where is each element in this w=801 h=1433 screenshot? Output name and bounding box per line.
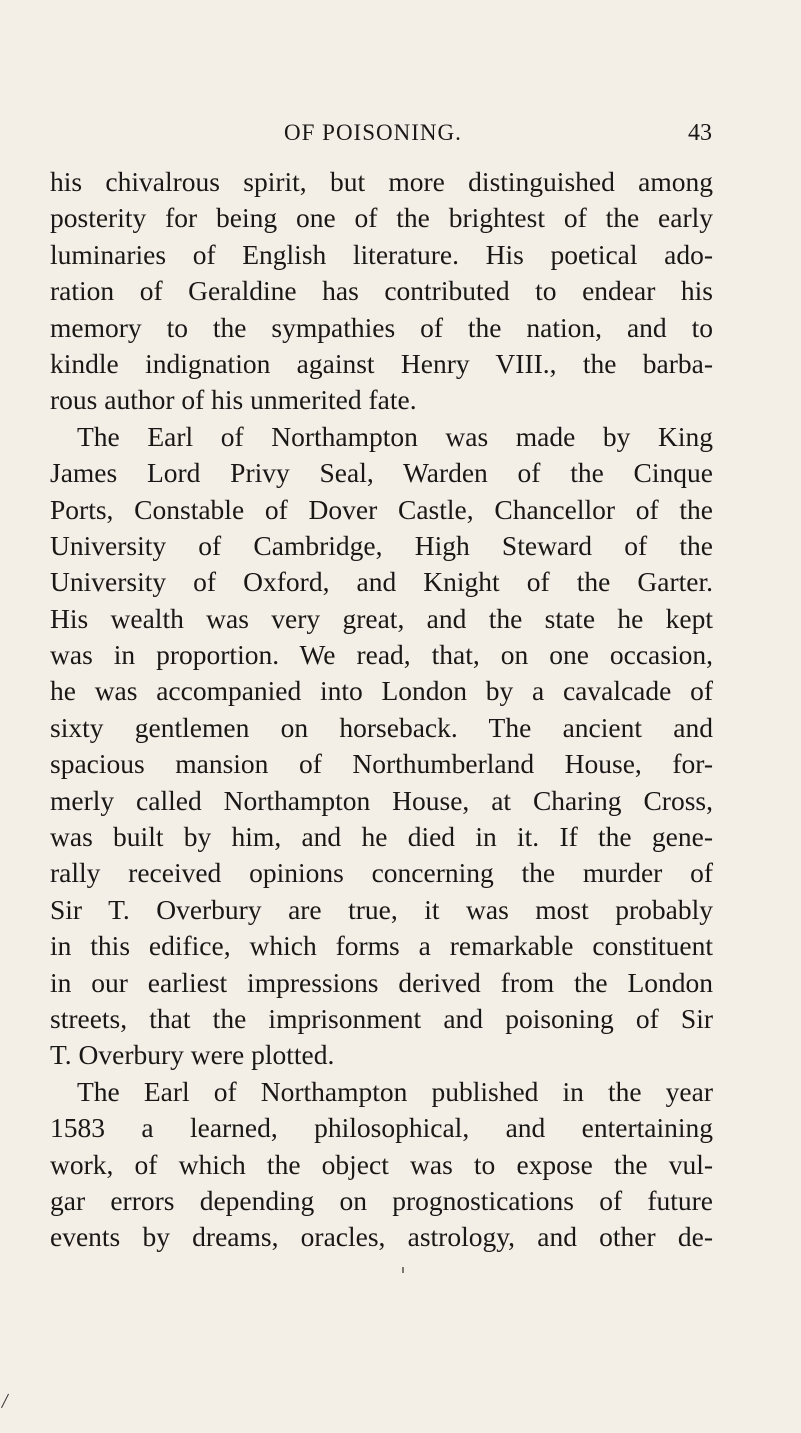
text-line: memory to the sympathies of the nation, and to xyxy=(50,311,713,343)
text-line: in our earliest impressions derived from the London xyxy=(50,966,713,998)
stray-ink-mark xyxy=(402,1267,404,1273)
text-line: ration of Geraldine has contributed to endear his xyxy=(50,275,713,307)
text-line: University of Cambridge, High Steward of the xyxy=(50,529,713,561)
text-line: Ports, Constable of Dover Castle, Chancellor of the xyxy=(50,493,713,525)
text-line: T. Overbury were plotted. xyxy=(50,1039,335,1071)
text-line: Sir T. Overbury are true, it was most probably xyxy=(50,893,713,925)
text-line: was built by him, and he died in it. If the gene- xyxy=(50,821,713,853)
text-line: sixty gentlemen on horseback. The ancient and xyxy=(50,711,713,743)
running-head xyxy=(284,118,712,148)
text-line: events by dreams, oracles, astrology, and other de- xyxy=(50,1221,713,1253)
text-line: posterity for being one of the brightest of the early xyxy=(50,202,713,234)
text-line: James Lord Privy Seal, Warden of the Cinque xyxy=(50,457,713,489)
text-line: in this edifice, which forms a remarkable constituent xyxy=(50,930,713,962)
text-line: gar errors depending on prognostications of future xyxy=(50,1184,713,1216)
text-line: rous author of his unmerited fate. xyxy=(50,384,417,416)
text-line: His wealth was very great, and the state he kept xyxy=(50,602,713,634)
text-line: his chivalrous spirit, but more distinguished among xyxy=(50,166,713,197)
body-text xyxy=(50,164,713,1256)
text-line: 1583 a learned, philosophical, and entertaining xyxy=(50,1112,713,1144)
text-line: he was accompanied into London by a cavalcade of xyxy=(50,675,713,707)
text-line: University of Oxford, and Knight of the Garter. xyxy=(50,566,713,598)
text-line: work, of which the object was to expose the vul- xyxy=(50,1148,713,1180)
margin-mark: / xyxy=(0,1387,10,1414)
text-line: was in proportion. We read, that, on one occasion, xyxy=(50,639,713,671)
running-title: OF POISONING. xyxy=(284,120,462,145)
text-line: kindle indignation against Henry VIII., the barba- xyxy=(50,347,713,379)
text-line: The Earl of Northampton published in the year xyxy=(77,1075,713,1107)
text-line: rally received opinions concerning the murder of xyxy=(50,857,713,889)
text-line: luminaries of English literature. His poetical ado- xyxy=(50,238,713,270)
text-line: merly called Northampton House, at Charing Cross, xyxy=(50,784,713,816)
text-line: streets, that the imprisonment and poisoning of Sir xyxy=(50,1002,713,1034)
text-line: spacious mansion of Northumberland House, for- xyxy=(50,748,713,780)
text-line: The Earl of Northampton was made by King xyxy=(77,420,713,452)
page-number: 43 xyxy=(688,120,712,146)
